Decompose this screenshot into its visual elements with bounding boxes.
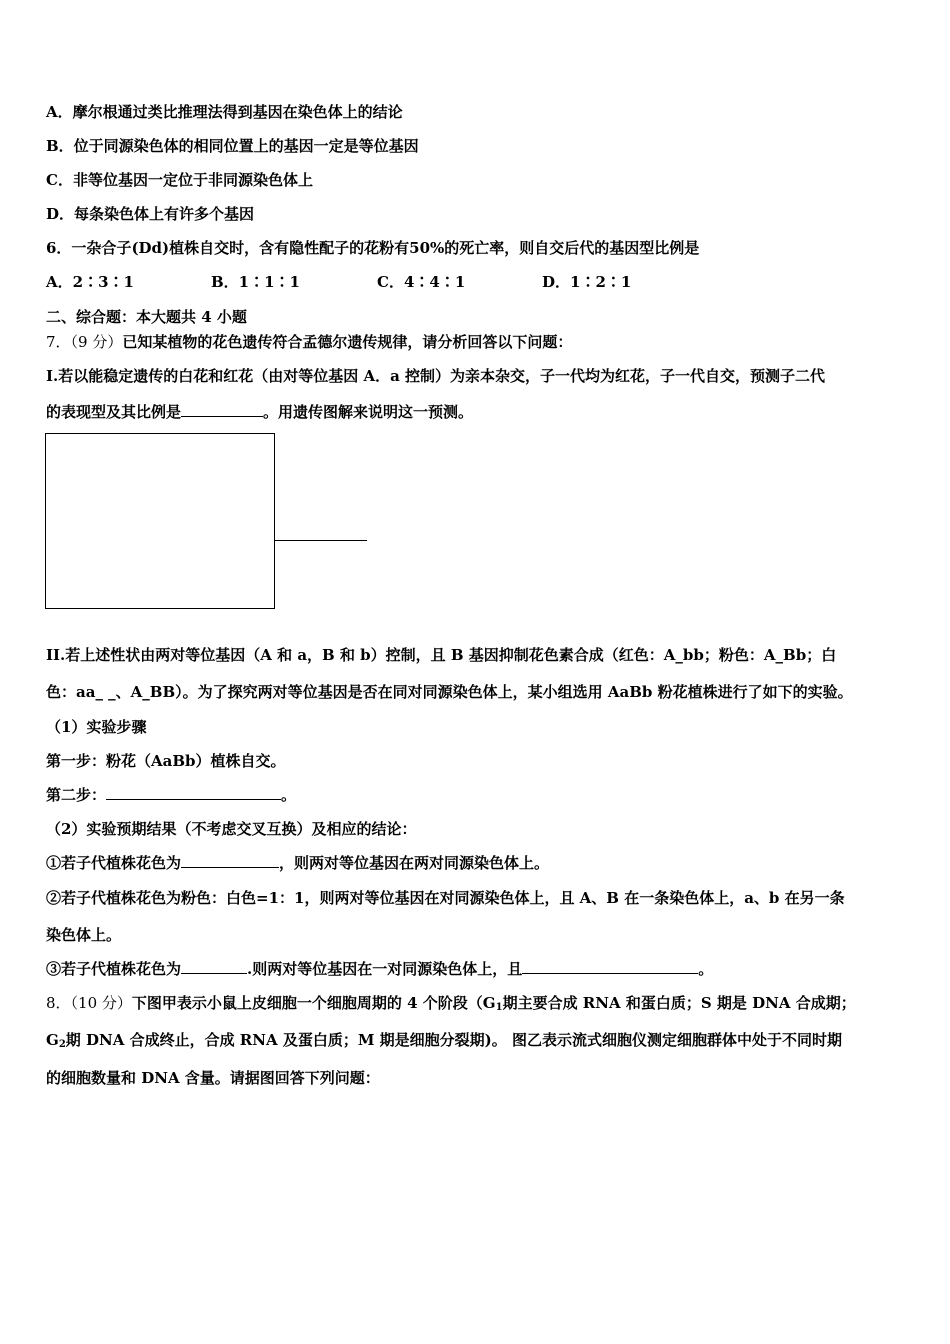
result-2-line1: ②若子代植株花色为粉色：白色=1：1，则两对等位基因在对同源染色体上，且 A、B 在一条染色体上，a、b 在另一条	[46, 889, 845, 907]
step-1: 第一步：粉花（AaBb）植株自交。	[46, 752, 286, 770]
answer-blank-1[interactable]	[181, 402, 263, 417]
q7-score: （9 分）	[70, 333, 123, 351]
q8-line1-text-b: 期主要合成 RNA 和蛋白质；S 期是 DNA 合成期；	[502, 994, 856, 1012]
result-1-text-a: ①若子代植株花色为	[46, 854, 182, 872]
q8-line1	[46, 993, 856, 1018]
q6-stem: 6．一杂合子(Dd)植株自交时，含有隐性配子的花粉有50%的死亡率，则自交后代的基因型比例是	[46, 239, 700, 257]
q7-part1-text-a: 的表现型及其比例是	[46, 403, 182, 421]
q6-option-d: D．1∶2∶1	[542, 273, 632, 291]
q8-score: （10 分）	[70, 994, 132, 1012]
q8-line3: 的细胞数量和 DNA 含量。请据图回答下列问题：	[46, 1069, 380, 1087]
q7-stem-line	[46, 332, 572, 352]
result-3-text-a: ③若子代植株花色为	[46, 960, 182, 978]
q8-line2	[46, 1030, 842, 1055]
section-heading: 二、综合题：本大题共 4 小题	[46, 308, 247, 326]
result-3-text-c: 。	[698, 960, 714, 978]
step-2	[46, 785, 296, 805]
result-1-text-b: ，则两对等位基因在两对同源染色体上。	[279, 854, 550, 872]
answer-box-line	[274, 540, 367, 541]
answer-blank-4[interactable]	[181, 959, 247, 974]
q5-option-c: C．非等位基因一定位于非同源染色体上	[46, 171, 313, 189]
q7-part2-line2: 色：aa_ _、A_BB）。为了探究两对等位基因是否在同对同源染色体上，某小组选用 AaBb 粉花植株进行了如下的实验。	[46, 683, 853, 701]
result-2-line2: 染色体上。	[46, 926, 122, 944]
q8-g: G	[46, 1031, 59, 1049]
q5-option-d: D．每条染色体上有许多个基因	[46, 205, 255, 223]
q7-part1-line1: I.若以能稳定遗传的白花和红花（由对等位基因 A．a 控制）为亲本杂交，子一代均为红花，子一代自交，预测子二代	[46, 367, 826, 385]
q7-part1-text-b: 。用遗传图解来说明这一预测。	[263, 403, 474, 421]
answer-blank-2[interactable]	[106, 785, 281, 800]
result-3-text-b: .则两对等位基因在一对同源染色体上，且	[247, 960, 523, 978]
q8-line1-text-a: 下图甲表示小鼠上皮细胞一个细胞周期的 4 个阶段（G	[131, 994, 496, 1012]
q5-option-a: A．摩尔根通过类比推理法得到基因在染色体上的结论	[46, 103, 403, 121]
step-2-text-a: 第二步：	[46, 786, 107, 804]
q8-number: 8．	[46, 994, 71, 1012]
q7-part1-line2	[46, 402, 473, 422]
result-3	[46, 959, 713, 979]
q6-option-b: B．1∶1∶1	[211, 273, 300, 291]
answer-blank-3[interactable]	[181, 853, 279, 868]
step-heading: （1）实验步骤	[46, 718, 147, 736]
q8-line2-text: 期 DNA 合成终止，合成 RNA 及蛋白质；M 期是细胞分裂期)。 图乙表示流式细胞仪测定细胞群体中处于不同时期	[65, 1031, 842, 1049]
q6-options	[46, 272, 746, 292]
q7-number: 7．	[46, 333, 71, 351]
g2-subscript: 2	[58, 1039, 66, 1050]
result-heading: （2）实验预期结果（不考虑交叉互换）及相应的结论：	[46, 820, 417, 838]
result-1	[46, 853, 549, 873]
q7-stem: 已知某植物的花色遗传符合孟德尔遗传规律，请分析回答以下问题：	[122, 333, 573, 351]
g1-subscript: 1	[495, 1002, 503, 1013]
q6-option-c: C．4∶4∶1	[377, 273, 466, 291]
q6-option-a: A．2∶3∶1	[46, 273, 134, 291]
q5-option-b: B．位于同源染色体的相同位置上的基因一定是等位基因	[46, 137, 419, 155]
q7-part2-line1: II.若上述性状由两对等位基因（A 和 a，B 和 b）控制，且 B 基因抑制花色素合成（红色：A_bb；粉色：A_Bb；白	[46, 646, 837, 664]
answer-blank-5[interactable]	[522, 959, 698, 974]
genetic-diagram-answer-box[interactable]	[45, 433, 275, 609]
step-2-text-b: 。	[281, 786, 297, 804]
